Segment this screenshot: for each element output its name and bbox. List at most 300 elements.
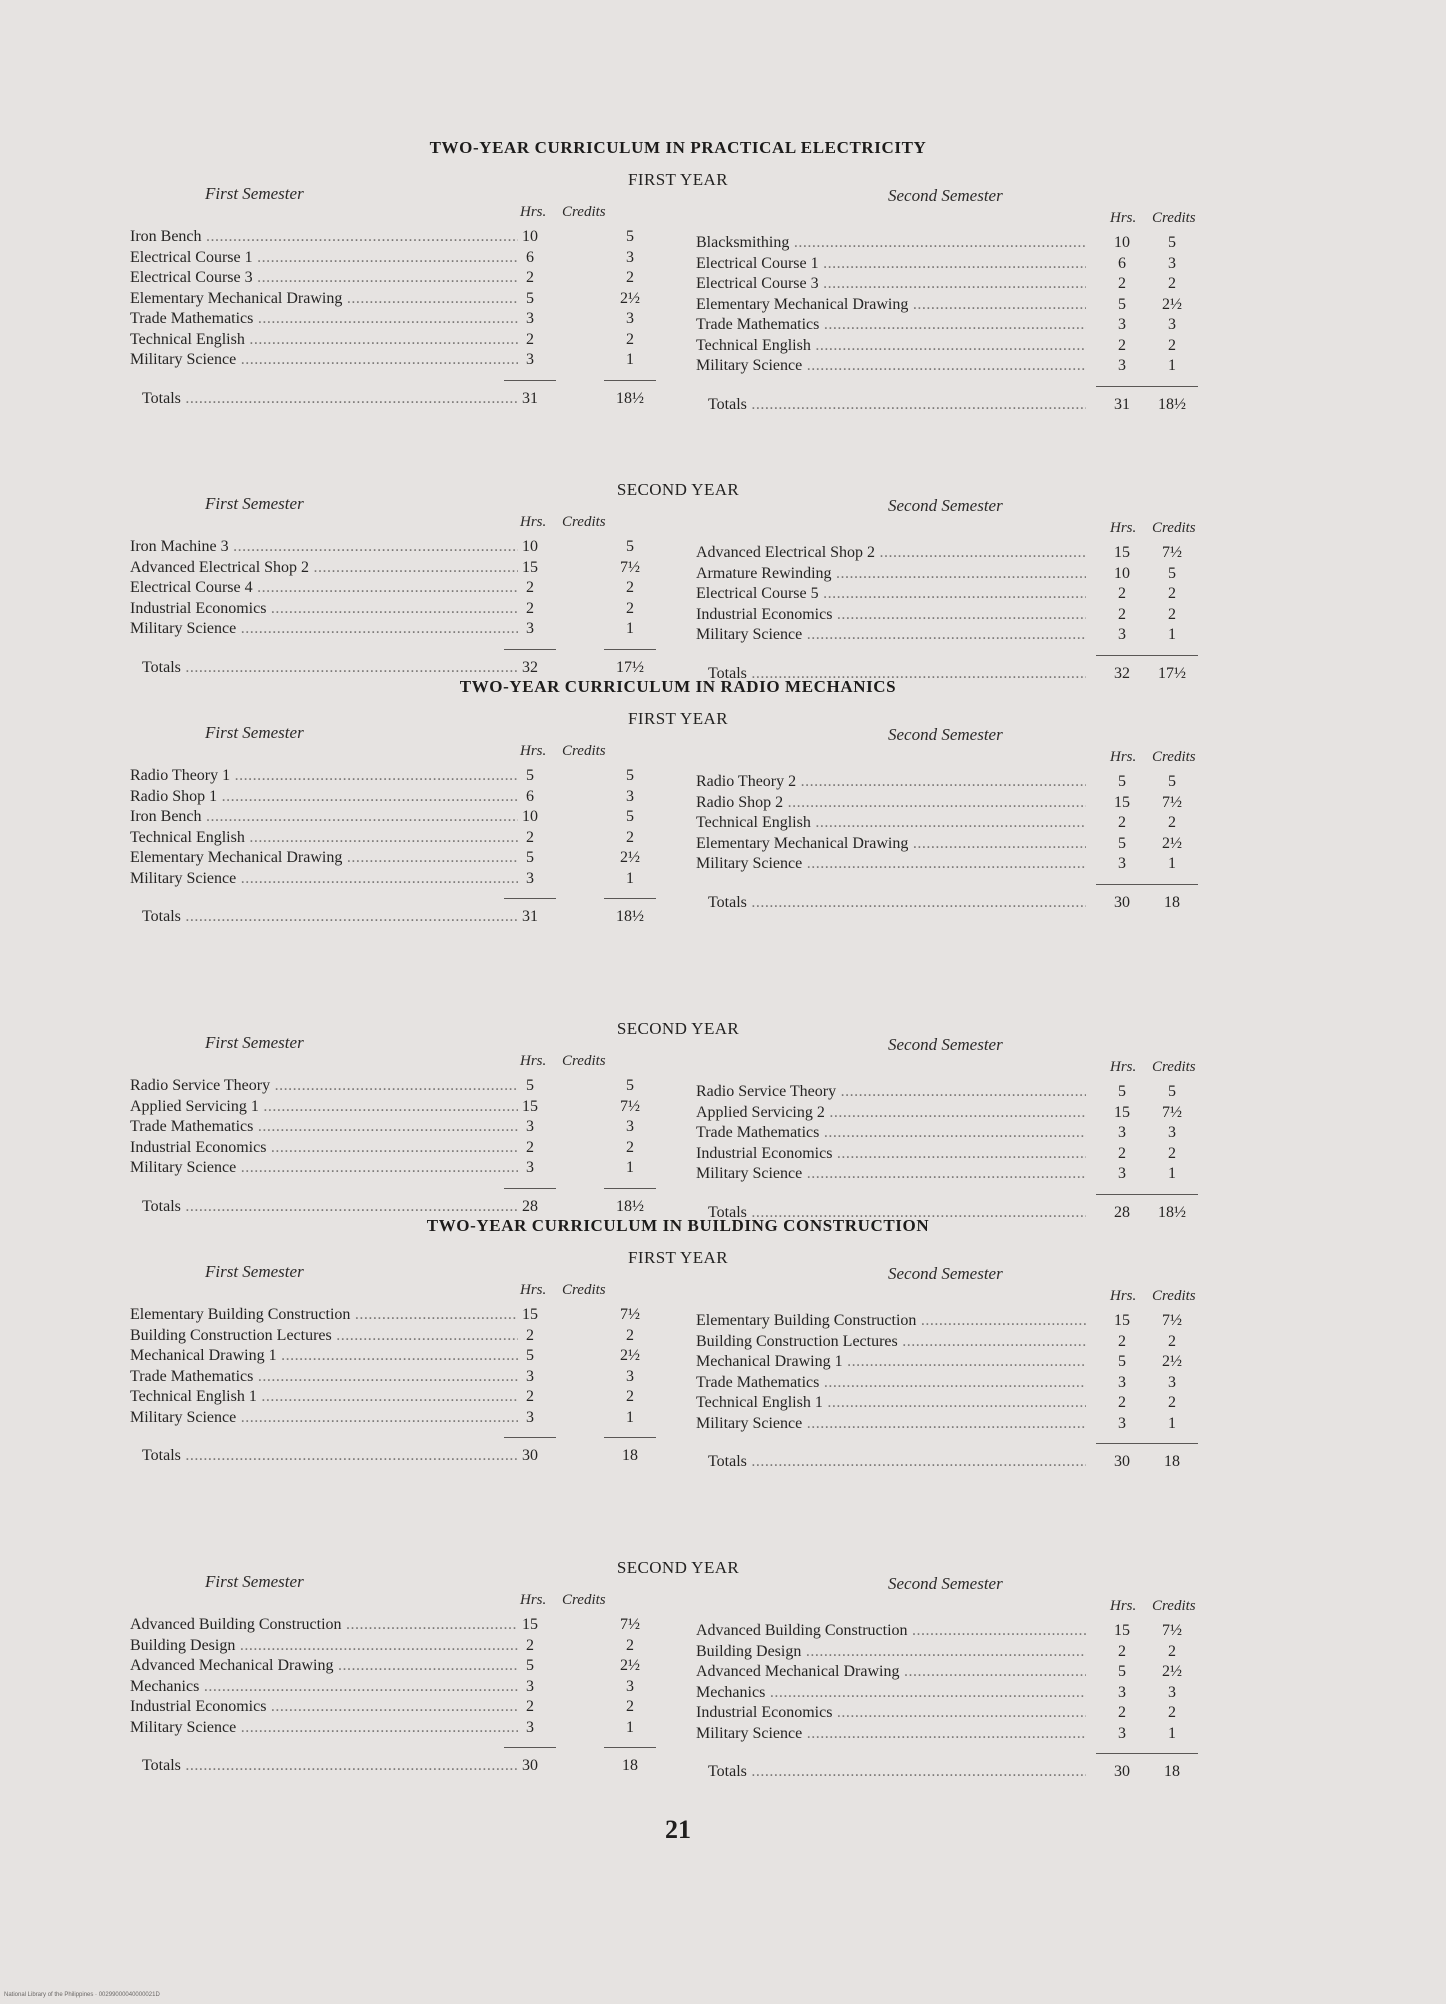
course-name: Elementary Building Construction ..... [696, 1312, 1086, 1330]
course-name: Advanced Mechanical Drawing ..... [696, 1663, 1086, 1681]
semester-label: Second Semester [888, 1035, 1003, 1054]
course-hours: 3 [1118, 626, 1126, 643]
semester-label: First Semester [205, 1572, 304, 1591]
course-name: Technical English ..... [130, 331, 518, 349]
course-row [130, 620, 674, 642]
hrs-header: Hrs. [520, 1053, 547, 1069]
course-row [696, 1622, 1216, 1644]
hrs-header: Hrs. [1110, 1288, 1137, 1304]
course-name: Radio Theory 1 ..... [130, 767, 518, 785]
course-hours: 5 [1118, 1663, 1126, 1680]
course-name: Advanced Mechanical Drawing ..... [130, 1657, 518, 1675]
course-name: Military Science ..... [130, 620, 518, 638]
course-name: Military Science ..... [696, 1165, 1086, 1183]
totals-label: Totals ..... [142, 1757, 518, 1775]
course-name: Industrial Economics ..... [130, 1139, 518, 1157]
course-row [130, 1388, 674, 1410]
totals-hours: 32 [1114, 664, 1130, 682]
course-row [696, 565, 1216, 587]
course-hours: 5 [526, 289, 534, 307]
semester-label: Second Semester [888, 1574, 1003, 1593]
credits-header: Credits [562, 1592, 606, 1608]
course-row [696, 773, 1216, 795]
credits-rule [1146, 884, 1198, 885]
credits-rule [1146, 655, 1198, 656]
year-title: FIRST YEAR [628, 170, 728, 189]
course-credits: 2½ [1162, 1663, 1182, 1680]
course-hours: 3 [1118, 1724, 1126, 1742]
course-name: Technical English 1 ..... [130, 1388, 518, 1406]
course-credits: 2 [626, 828, 634, 846]
course-row [130, 1327, 674, 1349]
semester-label: Second Semester [888, 496, 1003, 515]
course-hours: 3 [526, 1118, 534, 1135]
course-name: Advanced Building Construction ..... [130, 1616, 518, 1634]
course-name: Elementary Building Construction ..... [130, 1306, 518, 1324]
course-name: Military Science ..... [696, 357, 1086, 375]
course-credits: 7½ [620, 1097, 640, 1115]
course-row [130, 310, 674, 332]
course-credits: 3 [626, 248, 634, 266]
course-name: Elementary Mechanical Drawing ..... [130, 290, 518, 308]
course-credits: 1 [626, 1718, 634, 1736]
totals-label: Totals ..... [708, 1204, 1086, 1222]
course-name: Advanced Building Construction ..... [696, 1622, 1086, 1640]
course-name: Mechanics ..... [696, 1684, 1086, 1702]
course-credits: 3 [1168, 1124, 1176, 1141]
hours-rule [504, 1437, 556, 1438]
course-credits: 2 [1168, 605, 1176, 623]
course-credits: 7½ [620, 558, 640, 576]
course-credits: 5 [626, 808, 634, 825]
course-name: Advanced Electrical Shop 2 ..... [696, 544, 1086, 562]
credits-rule [1146, 1194, 1198, 1195]
course-row [696, 357, 1216, 379]
hours-rule [504, 649, 556, 650]
course-name: Trade Mathematics ..... [130, 1118, 518, 1136]
course-row [130, 1616, 674, 1638]
hours-rule [1096, 1443, 1148, 1444]
course-credits: 2 [626, 1138, 634, 1156]
credits-header: Credits [562, 204, 606, 220]
course-name: Industrial Economics ..... [696, 1704, 1086, 1722]
course-name: Industrial Economics ..... [696, 606, 1086, 624]
course-credits: 1 [626, 351, 634, 368]
year-title: SECOND YEAR [616, 480, 740, 499]
course-row [696, 626, 1216, 648]
course-credits: 3 [626, 1677, 634, 1695]
course-credits: 2½ [620, 1657, 640, 1674]
credits-header: Credits [1152, 1598, 1196, 1614]
course-hours: 3 [526, 620, 534, 637]
course-credits: 2 [1168, 1704, 1176, 1721]
course-credits: 2 [1168, 1144, 1176, 1162]
course-row [130, 1139, 674, 1161]
credits-header: Credits [1152, 1288, 1196, 1304]
course-hours: 10 [1114, 234, 1130, 251]
course-hours: 6 [526, 787, 534, 805]
course-name: Trade Mathematics ..... [130, 1368, 518, 1386]
course-name: Blacksmithing ..... [696, 234, 1086, 252]
page-number: 21 [665, 1815, 691, 1844]
course-row [130, 1347, 674, 1369]
course-credits: 2 [1168, 1642, 1176, 1660]
totals-label: Totals ..... [142, 1198, 518, 1216]
course-row [696, 606, 1216, 628]
course-hours: 3 [526, 869, 534, 887]
totals-hours: 30 [522, 1447, 538, 1464]
course-name: Electrical Course 5 ..... [696, 585, 1086, 603]
course-hours: 2 [526, 1636, 534, 1654]
course-credits: 5 [626, 1077, 634, 1094]
totals-row [142, 1447, 674, 1469]
course-hours: 2 [526, 828, 534, 846]
semester-label: First Semester [205, 494, 304, 513]
course-credits: 2 [1168, 585, 1176, 602]
course-credits: 7½ [1162, 1103, 1182, 1121]
course-name: Iron Bench ..... [130, 808, 518, 826]
course-name: Building Construction Lectures ..... [696, 1333, 1086, 1351]
hrs-header: Hrs. [1110, 749, 1137, 765]
course-row [130, 1118, 674, 1140]
credits-header: Credits [1152, 1059, 1196, 1075]
course-hours: 2 [526, 1138, 534, 1156]
course-credits: 2 [626, 269, 634, 286]
credits-rule [1146, 386, 1198, 387]
course-row [696, 1394, 1216, 1416]
hrs-header: Hrs. [520, 204, 547, 220]
totals-label: Totals ..... [708, 665, 1086, 683]
course-row [696, 585, 1216, 607]
course-credits: 2 [626, 330, 634, 348]
hours-rule [1096, 1194, 1148, 1195]
hours-rule [1096, 884, 1148, 885]
course-name: Advanced Electrical Shop 2 ..... [130, 559, 518, 577]
course-hours: 2 [526, 1326, 534, 1344]
credits-rule [604, 1747, 656, 1748]
totals-hours: 31 [1114, 395, 1130, 413]
course-credits: 1 [1168, 357, 1176, 374]
course-hours: 3 [1118, 855, 1126, 872]
course-credits: 2 [1168, 1332, 1176, 1350]
course-credits: 1 [626, 1159, 634, 1176]
course-name: Building Design ..... [130, 1637, 518, 1655]
course-row [130, 559, 674, 581]
course-hours: 3 [1118, 1165, 1126, 1182]
course-row [696, 1704, 1216, 1726]
course-hours: 5 [526, 1077, 534, 1094]
course-hours: 5 [1118, 834, 1126, 852]
course-credits: 3 [1168, 254, 1176, 272]
course-credits: 3 [1168, 1373, 1176, 1391]
course-hours: 2 [1118, 336, 1126, 354]
course-name: Iron Machine 3 ..... [130, 538, 518, 556]
hours-rule [504, 380, 556, 381]
course-hours: 5 [1118, 295, 1126, 313]
totals-hours: 32 [522, 658, 538, 676]
course-credits: 2 [1168, 814, 1176, 831]
course-credits: 5 [626, 767, 634, 784]
course-credits: 2 [1168, 1394, 1176, 1411]
totals-label: Totals ..... [142, 659, 518, 677]
course-row [696, 316, 1216, 338]
course-hours: 3 [1118, 1414, 1126, 1432]
totals-label: Totals ..... [708, 1763, 1086, 1781]
course-credits: 2 [626, 1326, 634, 1344]
course-name: Radio Service Theory ..... [696, 1083, 1086, 1101]
curriculum-title: TWO-YEAR CURRICULUM IN PRACTICAL ELECTRICITY [429, 138, 927, 157]
course-credits: 7½ [1162, 1622, 1182, 1639]
course-row [696, 1684, 1216, 1706]
course-name: Trade Mathematics ..... [696, 316, 1086, 334]
course-hours: 2 [526, 330, 534, 348]
course-row [130, 1098, 674, 1120]
totals-hours: 30 [522, 1757, 538, 1774]
course-hours: 3 [526, 310, 534, 327]
course-credits: 2 [626, 1388, 634, 1405]
course-name: Trade Mathematics ..... [696, 1374, 1086, 1392]
course-hours: 5 [1118, 1353, 1126, 1370]
totals-credits: 18 [1164, 1763, 1180, 1780]
totals-credits: 17½ [616, 658, 644, 676]
course-credits: 2½ [1162, 834, 1182, 852]
hours-rule [1096, 655, 1148, 656]
course-hours: 10 [1114, 564, 1130, 582]
totals-label: Totals ..... [142, 908, 518, 926]
course-credits: 3 [1168, 1683, 1176, 1701]
course-hours: 3 [526, 351, 534, 368]
course-row [130, 1159, 674, 1181]
course-hours: 15 [522, 1097, 538, 1115]
course-row [130, 1698, 674, 1720]
course-name: Applied Servicing 2 ..... [696, 1104, 1086, 1122]
curriculum-title: TWO-YEAR CURRICULUM IN RADIO MECHANICS [459, 677, 897, 696]
course-name: Military Science ..... [130, 870, 518, 888]
course-row [130, 788, 674, 810]
hours-rule [504, 1188, 556, 1189]
course-row [130, 870, 674, 892]
course-hours: 3 [1118, 1683, 1126, 1701]
course-credits: 3 [1168, 316, 1176, 333]
totals-hours: 28 [522, 1197, 538, 1215]
course-credits: 3 [626, 1367, 634, 1385]
course-row [696, 1312, 1216, 1334]
hrs-header: Hrs. [520, 743, 547, 759]
year-title: FIRST YEAR [628, 1248, 728, 1267]
course-name: Industrial Economics ..... [130, 1698, 518, 1716]
course-credits: 1 [626, 1408, 634, 1426]
year-title: SECOND YEAR [616, 1019, 740, 1038]
course-row [696, 1663, 1216, 1685]
course-credits: 3 [626, 787, 634, 805]
hours-rule [504, 1747, 556, 1748]
course-hours: 3 [526, 1408, 534, 1426]
course-row [130, 579, 674, 601]
course-hours: 3 [1118, 316, 1126, 333]
course-row [130, 1368, 674, 1390]
course-row [696, 1083, 1216, 1105]
course-row [696, 1374, 1216, 1396]
course-name: Radio Service Theory ..... [130, 1077, 518, 1095]
course-hours: 15 [522, 558, 538, 576]
course-hours: 15 [522, 1306, 538, 1323]
credits-header: Credits [562, 743, 606, 759]
course-name: Elementary Mechanical Drawing ..... [130, 849, 518, 867]
course-credits: 7½ [1162, 544, 1182, 561]
semester-label: First Semester [205, 1262, 304, 1281]
hrs-header: Hrs. [1110, 210, 1137, 226]
totals-row [708, 396, 1216, 418]
course-name: Technical English ..... [696, 814, 1086, 832]
course-credits: 2½ [620, 849, 640, 866]
course-name: Military Science ..... [130, 1719, 518, 1737]
course-row [696, 1145, 1216, 1167]
course-name: Radio Theory 2 ..... [696, 773, 1086, 791]
course-hours: 3 [1118, 357, 1126, 374]
course-hours: 5 [526, 1657, 534, 1674]
credits-rule [604, 380, 656, 381]
totals-row [142, 908, 674, 930]
course-name: Trade Mathematics ..... [696, 1124, 1086, 1142]
credits-rule [604, 1188, 656, 1189]
course-credits: 5 [1168, 234, 1176, 251]
course-name: Elementary Mechanical Drawing ..... [696, 835, 1086, 853]
hrs-header: Hrs. [520, 1592, 547, 1608]
course-hours: 3 [526, 1159, 534, 1176]
totals-label: Totals ..... [708, 1453, 1086, 1471]
totals-credits: 17½ [1158, 664, 1186, 682]
course-hours: 10 [522, 538, 538, 555]
course-credits: 2 [626, 1636, 634, 1654]
totals-credits: 18½ [616, 389, 644, 407]
course-credits: 7½ [620, 1616, 640, 1633]
semester-label: First Semester [205, 184, 304, 203]
semester-label: Second Semester [888, 1264, 1003, 1283]
course-credits: 2 [1168, 275, 1176, 292]
course-name: Radio Shop 1 ..... [130, 788, 518, 806]
hrs-header: Hrs. [1110, 1598, 1137, 1614]
course-credits: 2 [626, 599, 634, 617]
totals-hours: 30 [1114, 1453, 1130, 1470]
course-name: Military Science ..... [130, 1159, 518, 1177]
course-hours: 2 [1118, 814, 1126, 831]
course-row [130, 1409, 674, 1431]
course-hours: 2 [526, 599, 534, 617]
course-name: Electrical Course 3 ..... [130, 269, 518, 287]
curriculum-title: TWO-YEAR CURRICULUM IN BUILDING CONSTRUCTION [426, 1216, 930, 1235]
course-row [130, 767, 674, 789]
year-title: FIRST YEAR [628, 709, 728, 728]
course-name: Industrial Economics ..... [696, 1145, 1086, 1163]
course-row [130, 849, 674, 871]
course-name: Elementary Mechanical Drawing ..... [696, 296, 1086, 314]
totals-row [708, 1763, 1216, 1785]
course-hours: 15 [1114, 544, 1130, 561]
course-row [696, 855, 1216, 877]
course-name: Electrical Course 1 ..... [696, 255, 1086, 273]
semester-label: First Semester [205, 1033, 304, 1052]
course-name: Technical English ..... [130, 829, 518, 847]
course-credits: 2½ [1162, 295, 1182, 313]
course-row [696, 1333, 1216, 1355]
course-name: Building Construction Lectures ..... [130, 1327, 518, 1345]
course-row [696, 794, 1216, 816]
course-row [130, 1719, 674, 1741]
course-row [696, 1643, 1216, 1665]
course-credits: 3 [626, 1118, 634, 1135]
hours-rule [1096, 386, 1148, 387]
credits-header: Credits [562, 514, 606, 530]
course-name: Military Science ..... [696, 855, 1086, 873]
course-hours: 5 [526, 1347, 534, 1364]
credits-rule [604, 898, 656, 899]
course-name: Technical English ..... [696, 337, 1086, 355]
course-row [696, 1124, 1216, 1146]
course-credits: 7½ [1162, 793, 1182, 811]
totals-row [142, 1757, 674, 1779]
course-hours: 5 [1118, 773, 1126, 790]
course-hours: 2 [1118, 1704, 1126, 1721]
course-hours: 3 [526, 1367, 534, 1385]
course-credits: 2½ [620, 289, 640, 307]
course-row [130, 1306, 674, 1328]
course-name: Mechanical Drawing 1 ..... [696, 1353, 1086, 1371]
credits-header: Credits [1152, 210, 1196, 226]
course-row [696, 275, 1216, 297]
course-credits: 1 [1168, 1165, 1176, 1182]
course-hours: 6 [1118, 254, 1126, 272]
hours-rule [504, 898, 556, 899]
totals-label: Totals ..... [708, 894, 1086, 912]
course-row [696, 814, 1216, 836]
course-credits: 2 [626, 1698, 634, 1715]
course-hours: 3 [526, 1718, 534, 1736]
course-hours: 2 [526, 1698, 534, 1715]
course-name: Military Science ..... [696, 626, 1086, 644]
hrs-header: Hrs. [1110, 1059, 1137, 1075]
course-hours: 5 [526, 849, 534, 866]
course-credits: 2 [626, 579, 634, 596]
totals-credits: 18 [1164, 893, 1180, 911]
course-name: Applied Servicing 1 ..... [130, 1098, 518, 1116]
semester-label: First Semester [205, 723, 304, 742]
course-credits: 5 [1168, 773, 1176, 790]
totals-row [142, 390, 674, 412]
course-row [130, 1637, 674, 1659]
course-name: Technical English 1 ..... [696, 1394, 1086, 1412]
semester-label: Second Semester [888, 186, 1003, 205]
course-hours: 2 [526, 269, 534, 286]
course-row [696, 234, 1216, 256]
course-credits: 1 [1168, 626, 1176, 643]
course-name: Electrical Course 4 ..... [130, 579, 518, 597]
course-hours: 6 [526, 248, 534, 266]
course-credits: 1 [626, 869, 634, 887]
course-row [130, 1657, 674, 1679]
course-hours: 15 [1114, 1103, 1130, 1121]
hrs-header: Hrs. [520, 1282, 547, 1298]
totals-label: Totals ..... [142, 1447, 518, 1465]
course-credits: 2 [1168, 336, 1176, 354]
course-row [130, 249, 674, 271]
course-name: Military Science ..... [696, 1415, 1086, 1433]
course-hours: 2 [1118, 1144, 1126, 1162]
course-name: Building Design ..... [696, 1643, 1086, 1661]
course-name: Mechanics ..... [130, 1678, 518, 1696]
course-row [696, 337, 1216, 359]
course-row [696, 1165, 1216, 1187]
course-row [130, 228, 674, 250]
